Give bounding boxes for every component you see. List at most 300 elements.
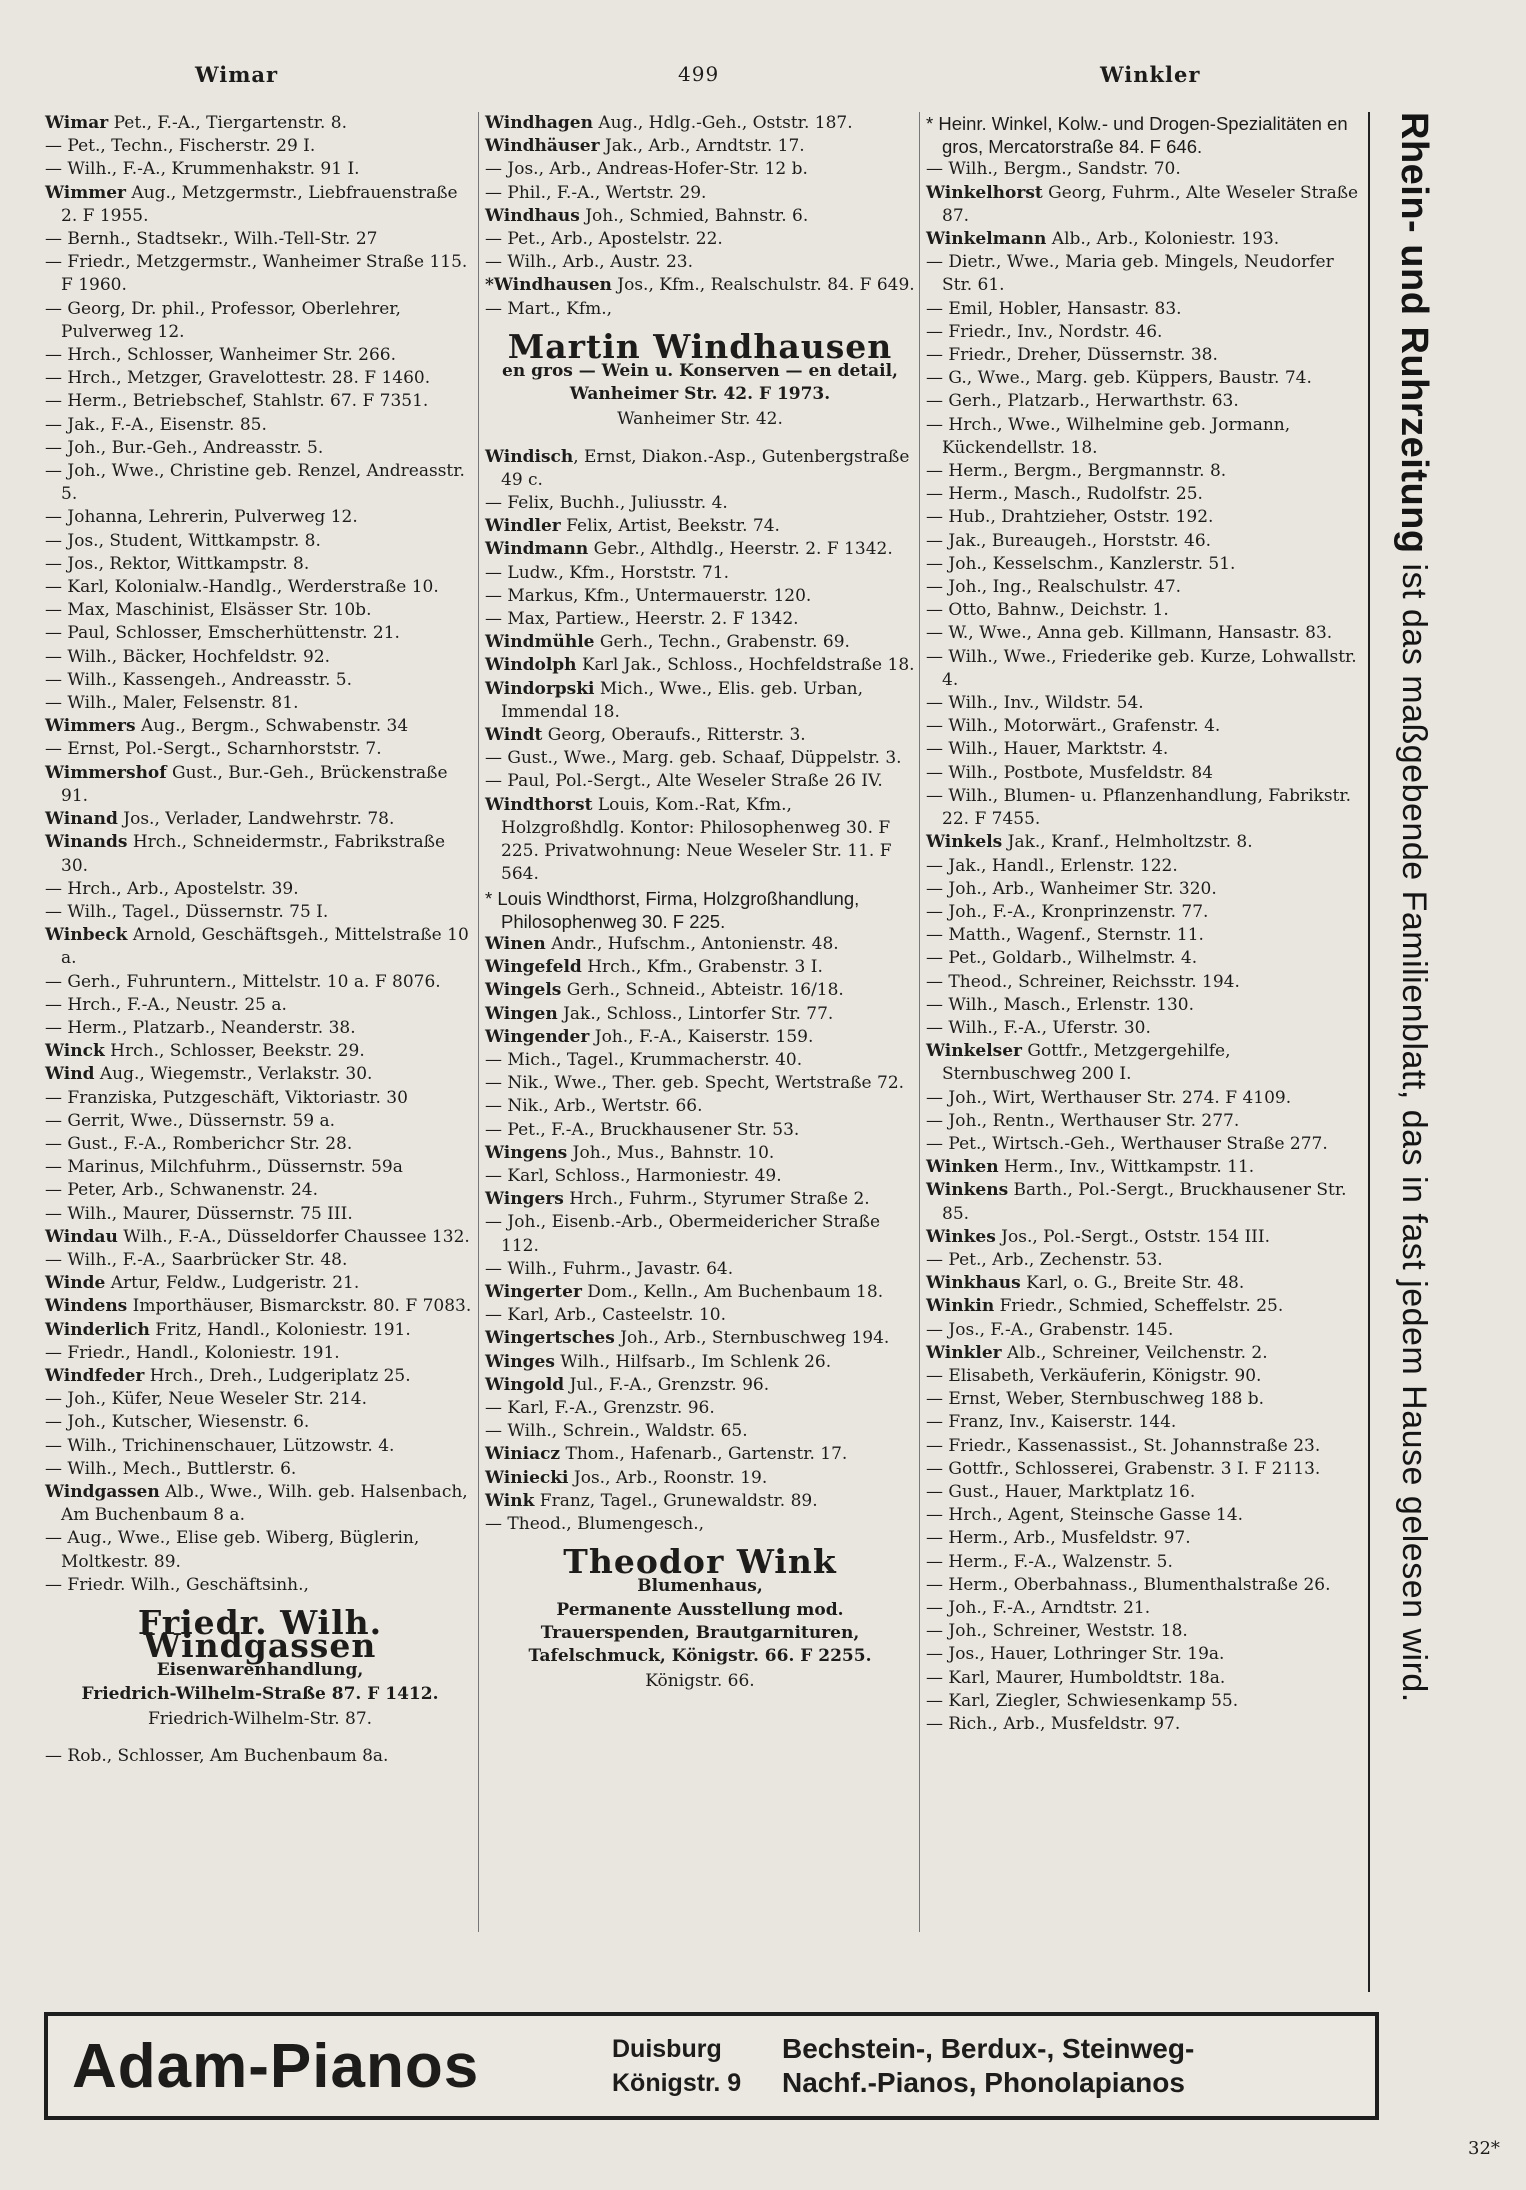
directory-entry — [926, 1620, 1366, 1643]
entry-text: — Joh., Wirt, Werthauser Str. 274. F 4109. — [926, 1087, 1292, 1108]
directory-entry — [926, 947, 1366, 970]
directory-entry — [485, 515, 915, 538]
entry-text: — Hrch., Agent, Steinsche Gasse 14. — [926, 1505, 1244, 1526]
directory-entry — [926, 762, 1366, 785]
directory-entry — [485, 492, 915, 515]
directory-entry — [485, 1397, 915, 1420]
entry-text: — Jos., Hauer, Lothringer Str. 19a. — [926, 1644, 1225, 1665]
entry-text: Alb., Schreiner, Veilchenstr. 2. — [1001, 1342, 1268, 1363]
entry-surname: Wingen — [485, 1003, 558, 1024]
directory-entry — [45, 1133, 475, 1156]
directory-entry — [45, 1481, 475, 1527]
entry-surname: Winde — [45, 1273, 106, 1294]
entry-text: Joh., Mus., Bahnstr. 10. — [567, 1142, 775, 1163]
directory-entry — [45, 924, 475, 970]
entry-text: Gebr., Althdlg., Heerstr. 2. F 1342. — [588, 539, 893, 560]
directory-entry — [45, 738, 475, 761]
entry-text: — Ernst, Pol.-Sergt., Scharnhorststr. 7. — [45, 739, 382, 760]
advert-address: Wanheimer Str. 42. — [617, 409, 783, 430]
directory-entry — [926, 901, 1366, 924]
directory-entry — [485, 205, 915, 228]
directory-entry — [45, 414, 475, 437]
entry-text: — Max, Maschinist, Elsässer Str. 10b. — [45, 600, 372, 621]
directory-entry — [45, 1365, 475, 1388]
directory-entry — [926, 1156, 1366, 1179]
directory-entry — [485, 585, 915, 608]
directory-entry — [485, 538, 915, 561]
entry-surname: Windhäuser — [485, 136, 600, 157]
entry-text: Pet., F.-A., Tiergartenstr. 8. — [108, 113, 347, 133]
entry-text: — Mart., Kfm., — [485, 298, 613, 319]
entry-text: — Wilh., Tagel., Düssernstr. 75 I. — [45, 901, 329, 922]
entry-text: — Jos., Arb., Andreas-Hofer-Str. 12 b. — [485, 159, 808, 180]
directory-entry — [926, 1110, 1366, 1133]
entry-text: Aug., Bergm., Schwabenstr. 34 — [135, 716, 409, 737]
entry-text: Gust., Bur.-Geh., Brückenstraße 91. — [61, 762, 448, 806]
directory-entry — [45, 1040, 475, 1063]
footer-products-line: Bechstein-, Berdux-, Steinweg- — [782, 2033, 1195, 2064]
entry-text: — Herm., Bergm., Bergmannstr. 8. — [926, 461, 1227, 482]
entry-text: — Jak., Handl., Erlenstr. 122. — [926, 855, 1178, 876]
entry-text: — Karl, Kolonialw.-Handlg., Werderstraße 10. — [45, 577, 439, 598]
entry-surname: Winck — [45, 1041, 105, 1062]
directory-entry — [926, 1597, 1366, 1620]
advert-line: Eisenwarenhandlung, — [156, 1660, 364, 1681]
entry-text: Jos., Verlader, Landwehrstr. 78. — [117, 809, 395, 830]
entry-surname: Wingens — [485, 1142, 568, 1163]
entry-text: — Ernst, Weber, Sternbuschweg 188 b. — [926, 1389, 1265, 1410]
entry-surname: Windisch — [485, 446, 574, 467]
entry-surname: Winand — [45, 809, 118, 830]
entry-text: Jak., Arb., Arndtstr. 17. — [599, 136, 805, 157]
entry-text: — Friedr., Kassenassist., St. Johannstraße 23. — [926, 1435, 1321, 1456]
entry-text: — Gerrit, Wwe., Düssernstr. 59 a. — [45, 1110, 336, 1131]
directory-entry — [926, 576, 1366, 599]
entry-text: — Wilh., Trichinenschauer, Lützowstr. 4. — [45, 1435, 395, 1456]
directory-entry — [926, 1713, 1366, 1736]
entry-list — [485, 112, 915, 321]
directory-entry — [485, 608, 915, 631]
directory-entry — [45, 1203, 475, 1226]
directory-entry — [926, 506, 1366, 529]
directory-entry — [926, 228, 1366, 251]
entry-text: — Max, Partiew., Heerstr. 2. F 1342. — [485, 609, 799, 630]
entry-text: — Wilh., F.-A., Uferstr. 30. — [926, 1017, 1151, 1038]
entry-text: — Wilh., Bergm., Sandstr. 70. — [926, 159, 1181, 180]
directory-entry — [485, 1513, 915, 1536]
entry-surname: Wind — [45, 1064, 95, 1085]
entry-text: Hrch., Schneidermstr., Fabrikstraße 30. — [61, 832, 446, 876]
entry-surname: Wingels — [485, 980, 562, 1001]
entry-text: — Wilh., Hauer, Marktstr. 4. — [926, 739, 1169, 760]
column-2 — [485, 112, 915, 1707]
entry-text: — Nik., Wwe., Ther. geb. Specht, Wertstraße 72. — [485, 1073, 905, 1094]
directory-entry — [45, 692, 475, 715]
entry-surname: Wimmershof — [45, 762, 167, 783]
entry-text: Jos., Arb., Roonstr. 19. — [568, 1467, 768, 1488]
entry-text: — Franz, Inv., Kaiserstr. 144. — [926, 1412, 1177, 1433]
entry-text: — Karl, Maurer, Humboldtstr. 18a. — [926, 1667, 1226, 1688]
entry-text: — Gust., Wwe., Marg. geb. Schaaf, Düppelstr. 3. — [485, 748, 902, 769]
entry-surname: Wink — [485, 1490, 535, 1511]
directory-entry — [45, 994, 475, 1017]
directory-entry — [926, 158, 1366, 181]
entry-surname: Wingold — [485, 1374, 565, 1395]
entry-text: — Herm., Betriebschef, Stahlstr. 67. F 7351. — [45, 391, 429, 412]
entry-text: — Wilh., Arb., Austr. 23. — [485, 252, 693, 273]
directory-entry — [485, 251, 915, 274]
directory-entry — [45, 437, 475, 460]
directory-entry — [485, 1142, 915, 1165]
directory-entry — [45, 1017, 475, 1040]
directory-entry — [45, 1435, 475, 1458]
directory-entry — [926, 646, 1366, 692]
directory-entry — [926, 738, 1366, 761]
entry-text: — Joh., F.-A., Arndtstr. 21. — [926, 1598, 1151, 1618]
entry-text: — Joh., F.-A., Kronprinzenstr. 77. — [926, 901, 1209, 922]
directory-entry — [926, 924, 1366, 947]
entry-surname: Windhagen — [485, 113, 593, 133]
entry-surname: Winen — [485, 933, 546, 954]
advert-address: Königstr. 66. — [645, 1671, 755, 1692]
directory-entry — [485, 979, 915, 1002]
entry-list — [485, 933, 915, 1536]
directory-entry — [926, 994, 1366, 1017]
entry-surname: Winands — [45, 832, 128, 853]
entry-text: Andr., Hufschm., Antonienstr. 48. — [545, 933, 839, 954]
entry-surname: Winiecki — [485, 1467, 569, 1488]
entry-text: — Karl, F.-A., Grenzstr. 96. — [485, 1397, 715, 1418]
directory-entry — [926, 1087, 1366, 1110]
entry-surname: Winkens — [926, 1180, 1009, 1201]
directory-entry — [485, 1119, 915, 1142]
entry-text: — Jos., Rektor, Wittkampstr. 8. — [45, 553, 310, 574]
entry-text: — Paul, Schlosser, Emscherhüttenstr. 21. — [45, 623, 400, 644]
directory-entry — [45, 808, 475, 831]
directory-entry — [926, 1667, 1366, 1690]
entry-text: Jos., Pol.-Sergt., Oststr. 154 III. — [995, 1226, 1271, 1247]
directory-entry — [485, 794, 915, 887]
entry-surname: Windgassen — [45, 1481, 160, 1502]
column-divider — [919, 112, 920, 1932]
entry-text: Louis, Kom.-Rat, Kfm., Holzgroßhdlg. Kontor: Philosophenweg 30. F 225. Privatwohnung: Neue Weseler Str. 11. F 564. — [501, 794, 892, 885]
footer-advert — [44, 2012, 1379, 2120]
directory-entry — [926, 1643, 1366, 1666]
entry-text: — Mich., Tagel., Krummacherstr. 40. — [485, 1049, 803, 1070]
entry-surname: Wimmers — [45, 716, 136, 737]
entry-surname: Winkelser — [926, 1041, 1023, 1062]
directory-entry — [485, 956, 915, 979]
directory-entry — [926, 1249, 1366, 1272]
advert-line: Blumenhaus, — [637, 1576, 763, 1597]
entry-text: — Hrch., Arb., Apostelstr. 39. — [45, 878, 299, 899]
column-3 — [926, 112, 1366, 1736]
entry-text: — Wilh., Masch., Erlenstr. 130. — [926, 994, 1195, 1015]
directory-entry — [926, 1527, 1366, 1550]
entry-text: — Dietr., Wwe., Maria geb. Mingels, Neudorfer Str. 61. — [926, 252, 1334, 296]
entry-list — [45, 112, 475, 1597]
entry-text: — Wilh., Maler, Felsenstr. 81. — [45, 693, 299, 714]
directory-entry — [926, 1179, 1366, 1225]
entry-surname: Windler — [485, 516, 561, 537]
directory-entry — [45, 1458, 475, 1481]
entry-text: — Hrch., Schlosser, Wanheimer Str. 266. — [45, 345, 397, 366]
directory-entry — [45, 762, 475, 808]
entry-text: — W., Wwe., Anna geb. Killmann, Hansastr. 83. — [926, 623, 1333, 644]
entry-surname: Winkelmann — [926, 229, 1047, 250]
entry-text: — Wilh., Bäcker, Hochfeldstr. 92. — [45, 646, 331, 667]
directory-entry — [485, 1095, 915, 1118]
directory-entry — [926, 1690, 1366, 1713]
entry-surname: Windmann — [485, 539, 589, 560]
entry-surname: Windt — [485, 725, 543, 746]
footer-street: Königstr. 9 — [612, 2069, 742, 2097]
directory-entry — [926, 1574, 1366, 1597]
directory-entry — [45, 553, 475, 576]
footer-brand: Adam-Pianos — [72, 2031, 480, 2101]
entry-surname: Winken — [926, 1157, 999, 1178]
entry-text: Karl Jak., Schloss., Hochfeldstraße 18. — [576, 655, 915, 676]
entry-surname: Wingers — [485, 1189, 564, 1210]
page-number: 499 — [678, 62, 720, 86]
directory-entry — [926, 1411, 1366, 1434]
entry-text: Arnold, Geschäftsgeh., Mittelstraße 10 a. — [61, 925, 469, 969]
directory-entry — [485, 1188, 915, 1211]
directory-entry — [926, 855, 1366, 878]
entry-text: Joh., Arb., Sternbuschweg 194. — [614, 1328, 890, 1349]
entry-text: Alb., Wwe., Wilh. geb. Halsenbach, Am Buchenbaum 8 a. — [61, 1481, 468, 1526]
entry-text: Alb., Arb., Koloniestr. 193. — [1046, 229, 1280, 250]
directory-entry — [926, 1504, 1366, 1527]
entry-surname: Winkler — [926, 1342, 1002, 1363]
running-head-left: Wimar — [195, 62, 279, 87]
entry-text: — Gust., Hauer, Marktplatz 16. — [926, 1481, 1196, 1502]
directory-entry — [485, 1351, 915, 1374]
directory-entry — [45, 646, 475, 669]
directory-entry — [926, 1458, 1366, 1481]
entry-text: — Wilh., Schrein., Waldstr. 65. — [485, 1421, 748, 1442]
entry-text: — Theod., Schreiner, Reichsstr. 194. — [926, 971, 1240, 992]
entry-text: — Joh., Ing., Realschulstr. 47. — [926, 577, 1182, 598]
entry-surname: *Windhausen — [485, 275, 612, 296]
directory-entry — [926, 483, 1366, 506]
entry-text: — Pet., Goldarb., Wilhelmstr. 4. — [926, 948, 1198, 969]
entry-text: Aug., Wiegemstr., Verlakstr. 30. — [94, 1064, 373, 1085]
entry-text: Felix, Artist, Beekstr. 74. — [560, 516, 780, 537]
entry-surname: Windolph — [485, 655, 577, 676]
entry-surname: Windhaus — [485, 205, 580, 226]
entry-text: — Wilh., F.-A., Saarbrücker Str. 48. — [45, 1249, 348, 1270]
directory-entry — [45, 344, 475, 367]
directory-entry — [485, 933, 915, 956]
entry-text: — Felix, Buchh., Juliusstr. 4. — [485, 493, 728, 514]
entry-text: — Pet., Arb., Zechenstr. 53. — [926, 1249, 1163, 1270]
entry-text: Joh., F.-A., Kaiserstr. 159. — [589, 1026, 814, 1047]
entry-text: Artur, Feldw., Ludgeristr. 21. — [105, 1273, 360, 1294]
directory-entry — [926, 599, 1366, 622]
directory-entry — [485, 1165, 915, 1188]
directory-entry — [485, 1281, 915, 1304]
entry-text: Fritz, Handl., Koloniestr. 191. — [149, 1319, 411, 1340]
entry-text: — Joh., Schreiner, Weststr. 18. — [926, 1621, 1188, 1642]
entry-text: — Wilh., Fuhrm., Javastr. 64. — [485, 1258, 734, 1279]
directory-entry — [926, 1481, 1366, 1504]
directory-entry — [926, 390, 1366, 413]
entry-text: — Herm., Oberbahnass., Blumenthalstraße 26. — [926, 1574, 1331, 1595]
entry-text: — Matth., Wagenf., Sternstr. 11. — [926, 925, 1204, 946]
directory-entry — [45, 622, 475, 645]
entry-text: Jos., Kfm., Realschulstr. 84. F 649. — [611, 275, 915, 296]
entry-text: — Herm., F.-A., Walzenstr. 5. — [926, 1551, 1173, 1572]
entry-text: — Joh., Bur.-Geh., Andreasstr. 5. — [45, 437, 324, 458]
entry-text: — Emil, Hobler, Hansastr. 83. — [926, 298, 1182, 319]
directory-entry — [45, 298, 475, 344]
entry-text: — Gerh., Fuhruntern., Mittelstr. 10 a. F 8076. — [45, 971, 441, 992]
entry-text: — Marinus, Milchfuhrm., Düssernstr. 59a — [45, 1157, 403, 1178]
entry-text: — Otto, Bahnw., Deichstr. 1. — [926, 600, 1169, 621]
directory-entry — [926, 182, 1366, 228]
entry-surname: Wingertsches — [485, 1328, 615, 1349]
entry-text: — Wilh., Inv., Wildstr. 54. — [926, 693, 1144, 714]
column-divider — [478, 112, 479, 1932]
directory-entry — [926, 1040, 1366, 1086]
entry-text: — Friedr., Dreher, Düssernstr. 38. — [926, 345, 1218, 366]
directory-entry — [485, 112, 915, 135]
directory-entry — [926, 1226, 1366, 1249]
entry-surname: Winkin — [926, 1296, 995, 1317]
entry-text: — Hrch., Metzger, Gravelottestr. 28. F 1460. — [45, 368, 431, 389]
entry-text: Hrch., Kfm., Grabenstr. 3 I. — [581, 957, 823, 978]
entry-text: — Ludw., Kfm., Horststr. 71. — [485, 562, 729, 583]
directory-entry — [926, 414, 1366, 460]
directory-entry — [485, 1258, 915, 1281]
entry-text: Jak., Kranf., Helmholtzstr. 8. — [1002, 832, 1253, 853]
entry-text: — Wilh., Kassengeh., Andreasstr. 5. — [45, 669, 353, 690]
entry-text: — Joh., Rentn., Werthauser Str. 277. — [926, 1110, 1240, 1131]
running-head-right: Winkler — [1100, 62, 1201, 87]
directory-entry — [485, 678, 915, 724]
entry-text: — Herm., Masch., Rudolfstr. 25. — [926, 484, 1203, 505]
entry-text: Hrch., Dreh., Ludgeriplatz 25. — [144, 1365, 411, 1386]
directory-entry — [926, 251, 1366, 297]
directory-entry — [485, 228, 915, 251]
directory-entry — [45, 390, 475, 413]
entry-surname: Winiacz — [485, 1444, 561, 1465]
advert-line: Wanheimer Str. 42. F 1973. — [569, 384, 831, 405]
directory-entry — [926, 1295, 1366, 1318]
entry-text: Thom., Hafenarb., Gartenstr. 17. — [560, 1444, 848, 1465]
directory-entry — [926, 878, 1366, 901]
entry-text: — Elisabeth, Verkäuferin, Königstr. 90. — [926, 1365, 1262, 1386]
directory-entry — [45, 460, 475, 506]
directory-entry — [45, 599, 475, 622]
entry-text: Gerh., Schneid., Abteistr. 16/18. — [561, 980, 844, 1001]
directory-entry — [45, 831, 475, 877]
entry-text: — Rob., Schlosser, Am Buchenbaum 8a. — [45, 1746, 389, 1767]
directory-entry — [45, 1156, 475, 1179]
entry-surname: Wimar — [45, 113, 109, 133]
entry-text: , Ernst, Diakon.-Asp., Gutenbergstraße 49 c. — [501, 446, 910, 490]
entry-text: — Pet., Techn., Fischerstr. 29 I. — [45, 136, 316, 157]
directory-entry — [45, 1745, 475, 1768]
footer-products-line: Nachf.-Pianos, Phonolapianos — [782, 2067, 1185, 2098]
directory-entry — [485, 135, 915, 158]
entry-text: — Karl, Schloss., Harmoniestr. 49. — [485, 1165, 782, 1186]
directory-entry — [926, 1133, 1366, 1156]
directory-entry — [926, 1272, 1366, 1295]
directory-entry — [926, 460, 1366, 483]
entry-text: — Karl, Arb., Casteelstr. 10. — [485, 1305, 727, 1326]
entry-surname: Winderlich — [45, 1319, 150, 1340]
entry-surname: Windorpski — [485, 678, 595, 699]
directory-entry — [45, 1342, 475, 1365]
entry-text: — Joh., Eisenb.-Arb., Obermeidericher Straße 112. — [485, 1212, 881, 1256]
directory-entry — [926, 367, 1366, 390]
directory-entry — [926, 715, 1366, 738]
directory-entry — [485, 158, 915, 181]
directory-entry — [45, 530, 475, 553]
entry-text: — Friedr., Handl., Koloniestr. 191. — [45, 1342, 340, 1363]
entry-text: Gottfr., Metzgergehilfe, Sternbuschweg 200 I. — [942, 1041, 1231, 1085]
entry-text: — Aug., Wwe., Elise geb. Wiberg, Büglerin, Moltkestr. 89. — [45, 1528, 420, 1572]
advert-title: Theodor Wink — [563, 1542, 837, 1582]
footer-city: Duisburg — [612, 2035, 722, 2063]
directory-entry — [45, 715, 475, 738]
footer-location — [612, 2032, 782, 2100]
entry-text: — Friedr., Metzgermstr., Wanheimer Straße 115. F 1960. — [45, 252, 468, 296]
directory-entry — [45, 1272, 475, 1295]
entry-text: — Wilh., F.-A., Krummenhakstr. 91 I. — [45, 159, 360, 180]
entry-surname: Windmühle — [485, 632, 595, 653]
directory-entry — [485, 1374, 915, 1397]
advert-windhausen — [485, 326, 915, 432]
entry-text: — Theod., Blumengesch., — [485, 1513, 705, 1534]
entry-text: — Hrch., Wwe., Wilhelmine geb. Jormann, Kückendellstr. 18. — [926, 414, 1291, 458]
entry-text: Mich., Wwe., Elis. geb. Urban, Immendal 18. — [501, 678, 863, 722]
entry-surname: Winkelhorst — [926, 182, 1043, 203]
advert-wink — [485, 1542, 915, 1693]
entry-surname: Winges — [485, 1351, 555, 1372]
entry-text: — Herm., Arb., Musfeldstr. 97. — [926, 1528, 1191, 1549]
entry-text: Aug., Hdlg.-Geh., Oststr. 187. — [592, 113, 853, 133]
display-entry: * Heinr. Winkel, Kolw.- und Drogen-Spezialitäten en gros, Mercatorstraße 84. F 646. — [926, 113, 1348, 158]
directory-entry — [926, 553, 1366, 576]
directory-entry — [926, 1017, 1366, 1040]
entry-text: — Joh., Wwe., Christine geb. Renzel, Andreasstr. 5. — [45, 461, 465, 505]
entry-text: — Hrch., F.-A., Neustr. 25 a. — [45, 994, 287, 1015]
entry-text: — Hub., Drahtzieher, Oststr. 192. — [926, 507, 1214, 528]
entry-text: — Friedr., Inv., Nordstr. 46. — [926, 321, 1163, 342]
directory-entry — [45, 182, 475, 228]
entry-text: — Herm., Platzarb., Neanderstr. 38. — [45, 1017, 356, 1038]
entry-surname: Windens — [45, 1296, 128, 1317]
advert-title: Friedr. Wilh. Windgassen — [137, 1603, 383, 1666]
directory-entry — [926, 1388, 1366, 1411]
directory-entry — [45, 1527, 475, 1573]
entry-text: — Jak., Bureaugeh., Horststr. 46. — [926, 530, 1212, 551]
directory-entry — [45, 112, 475, 135]
entry-text: — Nik., Arb., Wertstr. 66. — [485, 1096, 703, 1117]
directory-entry — [45, 878, 475, 901]
entry-text: — Gust., F.-A., Romberichcr Str. 28. — [45, 1133, 353, 1154]
directory-entry — [926, 785, 1366, 831]
directory-entry — [485, 182, 915, 205]
entry-text: Jak., Schloss., Lintorfer Str. 77. — [557, 1003, 834, 1024]
entry-text: — Joh., Arb., Wanheimer Str. 320. — [926, 878, 1217, 899]
directory-entry — [485, 654, 915, 677]
entry-text: Aug., Metzgermstr., Liebfrauenstraße 2. F 1955. — [61, 182, 458, 226]
entry-text: Gerh., Techn., Grabenstr. 69. — [594, 632, 850, 653]
